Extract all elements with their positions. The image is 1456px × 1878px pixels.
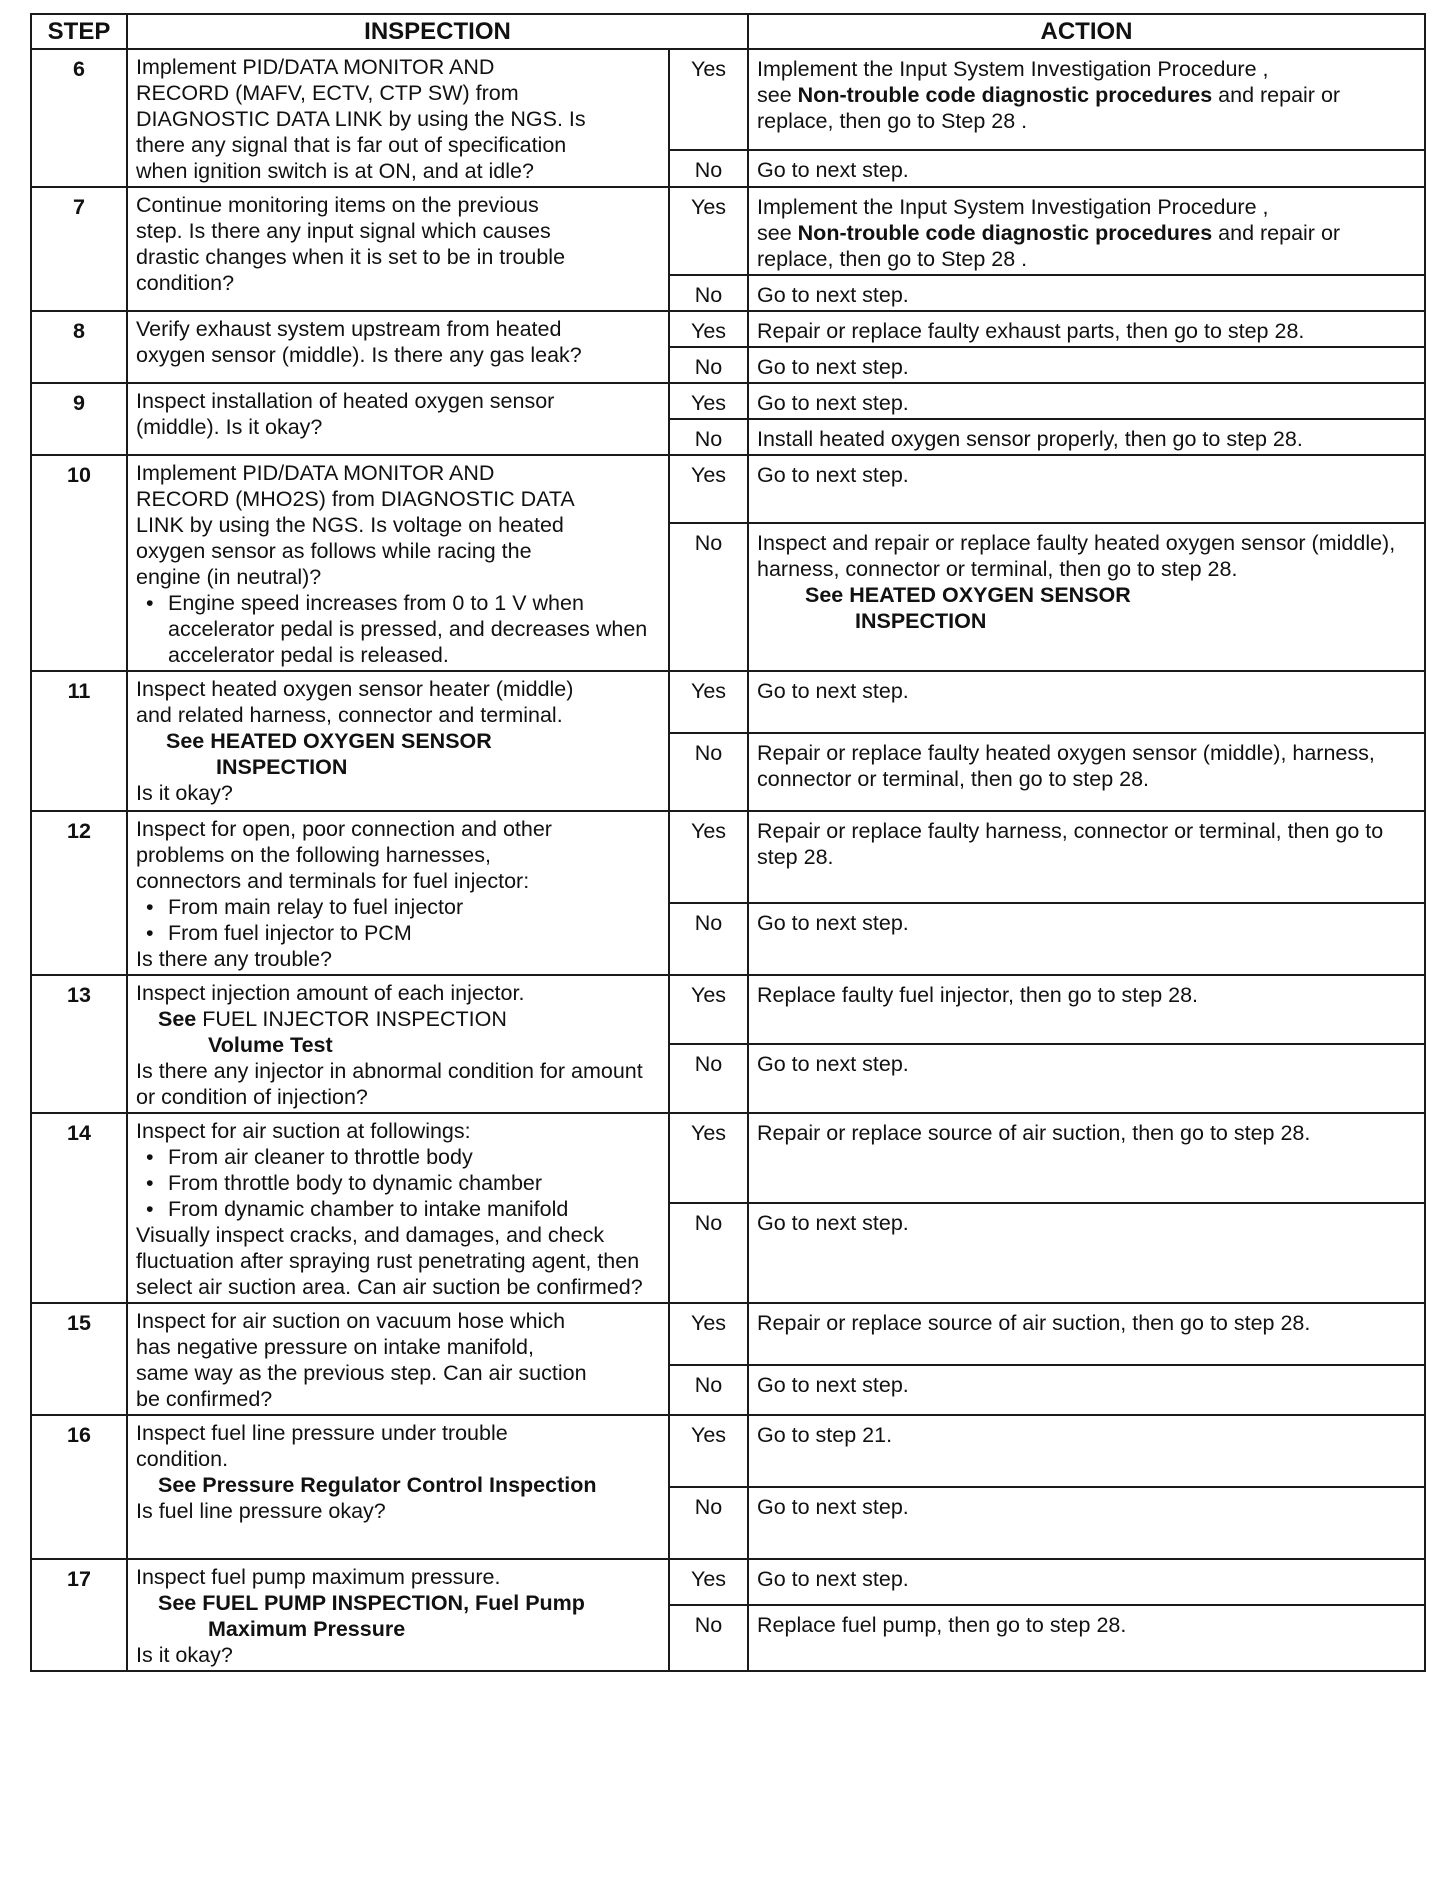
step-number: 6 <box>31 49 127 187</box>
inspection-line: RECORD (MHO2S) from DIAGNOSTIC DATA <box>136 487 575 511</box>
inspection-line: oxygen sensor as follows while racing the <box>136 539 532 563</box>
no-action: Go to next step. <box>748 903 1425 975</box>
inspection-line: Inspect installation of heated oxygen sensor <box>136 389 555 413</box>
reference-link[interactable]: Pressure Regulator Control Inspection <box>202 1473 597 1497</box>
inspection-line: same way as the previous step. Can air suction <box>136 1361 587 1385</box>
inspection-line: Inspect injection amount of each injector. <box>136 981 525 1005</box>
inspection-line: Inspect for air suction at followings: <box>136 1119 471 1143</box>
yes-label: Yes <box>669 811 748 903</box>
inspection-cell <box>127 1303 669 1415</box>
no-action: Replace fuel pump, then go to step 28. <box>748 1605 1425 1671</box>
action-text: Inspect and repair or replace faulty heated oxygen sensor (middle), harness, connector or terminal, then go to step 28. <box>757 531 1396 582</box>
table-row <box>31 811 1425 903</box>
inspection-line: connectors and terminals for fuel injector: <box>136 869 530 893</box>
reference-link[interactable]: FUEL PUMP INSPECTION, Fuel Pump <box>202 1591 585 1615</box>
no-label: No <box>669 1203 748 1303</box>
yes-action: Go to step 21. <box>748 1415 1425 1487</box>
step-number: 17 <box>31 1559 127 1671</box>
inspection-line: step. Is there any input signal which causes <box>136 219 551 243</box>
no-action: Go to next step. <box>748 1487 1425 1559</box>
diagnostic-procedure-page <box>30 13 1424 1672</box>
no-label: No <box>669 1044 748 1113</box>
yes-action: Repair or replace source of air suction, then go to step 28. <box>748 1113 1425 1203</box>
inspection-line: Inspect fuel pump maximum pressure. <box>136 1565 501 1589</box>
inspection-question: Is there any trouble? <box>136 947 333 971</box>
inspection-line: DIAGNOSTIC DATA LINK by using the NGS. Is <box>136 107 586 131</box>
no-label: No <box>669 1605 748 1671</box>
inspection-cell <box>127 49 669 187</box>
yes-action: Go to next step. <box>748 671 1425 733</box>
step-number: 16 <box>31 1415 127 1559</box>
inspection-line: oxygen sensor (middle). Is there any gas leak? <box>136 343 582 367</box>
yes-label: Yes <box>669 455 748 523</box>
step-number: 7 <box>31 187 127 311</box>
inspection-line: Inspect fuel line pressure under trouble <box>136 1421 508 1445</box>
see-label: See <box>166 729 205 753</box>
step-number: 8 <box>31 311 127 383</box>
yes-label: Yes <box>669 187 748 275</box>
see-label: See <box>805 583 844 608</box>
inspection-line: engine (in neutral)? <box>136 565 322 589</box>
table-row <box>31 49 1425 150</box>
inspection-line: Verify exhaust system upstream from heated <box>136 317 562 341</box>
action-text: and repair or replace, then go to Step 28 . <box>757 83 1341 133</box>
yes-label: Yes <box>669 1113 748 1203</box>
table-row <box>31 311 1425 347</box>
inspection-cell <box>127 187 669 311</box>
no-label: No <box>669 150 748 187</box>
inspection-line: when ignition switch is at ON, and at idle? <box>136 159 534 183</box>
inspection-line: Implement PID/DATA MONITOR AND <box>136 461 495 485</box>
reference-link[interactable]: HEATED OXYGEN SENSOR <box>849 583 1131 608</box>
table-row <box>31 383 1425 419</box>
inspection-line: (middle). Is it okay? <box>136 415 323 439</box>
no-action: Go to next step. <box>748 1365 1425 1415</box>
yes-action <box>748 49 1425 150</box>
see-reference[interactable] <box>136 1472 660 1498</box>
no-label: No <box>669 419 748 455</box>
no-action <box>748 523 1425 671</box>
inspection-line: and related harness, connector and terminal. <box>136 703 563 727</box>
inspection-cell <box>127 383 669 455</box>
inspection-line: be confirmed? <box>136 1387 273 1411</box>
no-action: Go to next step. <box>748 1044 1425 1113</box>
inspection-cell <box>127 671 669 811</box>
inspection-line: Inspect for air suction on vacuum hose which <box>136 1309 566 1333</box>
yes-label: Yes <box>669 311 748 347</box>
inspection-question: Visually inspect cracks, and damages, and check fluctuation after spraying rust penetrating agent, then select air suction area. Can air suction be confirmed? <box>136 1223 643 1299</box>
yes-label: Yes <box>669 671 748 733</box>
no-action: Repair or replace faulty heated oxygen sensor (middle), harness, connector or terminal, then go to step 28. <box>748 733 1425 811</box>
inspection-cell <box>127 455 669 671</box>
action-text: Implement the Input System Investigation Procedure , <box>757 195 1269 219</box>
yes-action: Repair or replace faulty exhaust parts, then go to step 28. <box>748 311 1425 347</box>
no-label: No <box>669 523 748 671</box>
table-row <box>31 187 1425 275</box>
inspection-cell <box>127 975 669 1113</box>
reference-link[interactable]: INSPECTION <box>855 609 987 634</box>
step-number: 12 <box>31 811 127 975</box>
inspection-cell <box>127 1113 669 1303</box>
reference-link[interactable]: Non-trouble code diagnostic procedures <box>797 83 1213 107</box>
see-reference[interactable] <box>757 582 1416 608</box>
inspection-line: Implement PID/DATA MONITOR AND <box>136 55 495 79</box>
no-label: No <box>669 733 748 811</box>
inspection-line: condition. <box>136 1447 229 1471</box>
yes-label: Yes <box>669 49 748 150</box>
yes-action: Go to next step. <box>748 1559 1425 1605</box>
see-label: see <box>757 221 792 245</box>
inspection-line: problems on the following harnesses, <box>136 843 491 867</box>
no-action: Install heated oxygen sensor properly, then go to step 28. <box>748 419 1425 455</box>
step-number: 15 <box>31 1303 127 1415</box>
yes-action: Repair or replace faulty harness, connector or terminal, then go to step 28. <box>748 811 1425 903</box>
see-label: See <box>158 1007 197 1031</box>
no-action: Go to next step. <box>748 1203 1425 1303</box>
inspection-line: Continue monitoring items on the previous <box>136 193 539 217</box>
no-label: No <box>669 275 748 311</box>
see-reference[interactable] <box>136 1006 660 1032</box>
reference-link[interactable]: Non-trouble code diagnostic procedures <box>797 221 1213 245</box>
table-header-row <box>31 14 1425 49</box>
yes-label: Yes <box>669 1415 748 1487</box>
bullet-item: • From main relay to fuel injector <box>136 894 660 920</box>
yes-action: Replace faulty fuel injector, then go to step 28. <box>748 975 1425 1044</box>
yes-action: Go to next step. <box>748 383 1425 419</box>
yes-action: Repair or replace source of air suction, then go to step 28. <box>748 1303 1425 1365</box>
no-label: No <box>669 347 748 383</box>
step-number: 9 <box>31 383 127 455</box>
bullet-item: • From dynamic chamber to intake manifold <box>136 1196 660 1222</box>
step-number: 11 <box>31 671 127 811</box>
inspection-line: drastic changes when it is set to be in trouble <box>136 245 566 269</box>
see-label: See <box>158 1473 197 1497</box>
action-text: and repair or replace, then go to Step 28 . <box>757 221 1341 271</box>
bullet-item: • From air cleaner to throttle body <box>136 1144 660 1170</box>
bullet-item: • Engine speed increases from 0 to 1 V when accelerator pedal is pressed, and decreases when accelerator pedal is released. <box>136 590 660 668</box>
no-action: Go to next step. <box>748 150 1425 187</box>
table-row <box>31 1559 1425 1605</box>
no-label: No <box>669 903 748 975</box>
no-label: No <box>669 1365 748 1415</box>
step-number: 13 <box>31 975 127 1113</box>
inspection-cell <box>127 811 669 975</box>
inspection-line: LINK by using the NGS. Is voltage on heated <box>136 513 564 537</box>
step-number: 14 <box>31 1113 127 1303</box>
no-action: Go to next step. <box>748 275 1425 311</box>
see-reference[interactable] <box>136 1590 660 1616</box>
header-inspection: INSPECTION <box>127 14 748 49</box>
header-step: STEP <box>31 14 127 49</box>
table-row <box>31 671 1425 733</box>
inspection-question: Is there any injector in abnormal condition for amount or condition of injection? <box>136 1059 643 1109</box>
inspection-question: Is it okay? <box>136 781 233 805</box>
reference-link[interactable]: Volume Test <box>208 1033 333 1057</box>
header-action: ACTION <box>748 14 1425 49</box>
inspection-question: Is it okay? <box>136 1643 233 1667</box>
inspection-line: Inspect heated oxygen sensor heater (middle) <box>136 677 574 701</box>
no-action: Go to next step. <box>748 347 1425 383</box>
yes-action: Go to next step. <box>748 455 1425 523</box>
yes-action <box>748 187 1425 275</box>
troubleshooting-table <box>30 13 1426 1672</box>
bullet-item: • From fuel injector to PCM <box>136 920 660 946</box>
yes-label: Yes <box>669 975 748 1044</box>
reference-link[interactable]: INSPECTION <box>216 755 348 779</box>
yes-label: Yes <box>669 1303 748 1365</box>
inspection-cell <box>127 1415 669 1559</box>
yes-label: Yes <box>669 383 748 419</box>
table-row <box>31 455 1425 523</box>
action-text: Implement the Input System Investigation Procedure , <box>757 57 1269 81</box>
step-number: 10 <box>31 455 127 671</box>
see-label: See <box>158 1591 197 1615</box>
bullet-item: • From throttle body to dynamic chamber <box>136 1170 660 1196</box>
inspection-cell <box>127 311 669 383</box>
inspection-line: Inspect for open, poor connection and other <box>136 817 552 841</box>
table-row <box>31 1415 1425 1487</box>
inspection-line: RECORD (MAFV, ECTV, CTP SW) from <box>136 81 519 105</box>
inspection-line: has negative pressure on intake manifold, <box>136 1335 534 1359</box>
table-row <box>31 975 1425 1044</box>
reference-link[interactable]: Maximum Pressure <box>208 1617 406 1641</box>
see-reference[interactable] <box>136 728 660 754</box>
inspection-cell <box>127 1559 669 1671</box>
see-label: see <box>757 83 792 107</box>
no-label: No <box>669 1487 748 1559</box>
yes-label: Yes <box>669 1559 748 1605</box>
reference-link[interactable]: HEATED OXYGEN SENSOR <box>210 729 492 753</box>
table-row <box>31 1113 1425 1203</box>
inspection-line: condition? <box>136 271 235 295</box>
reference-link[interactable]: FUEL INJECTOR INSPECTION <box>202 1007 507 1031</box>
table-row <box>31 1303 1425 1365</box>
inspection-question: Is fuel line pressure okay? <box>136 1499 386 1523</box>
inspection-line: there any signal that is far out of specification <box>136 133 567 157</box>
